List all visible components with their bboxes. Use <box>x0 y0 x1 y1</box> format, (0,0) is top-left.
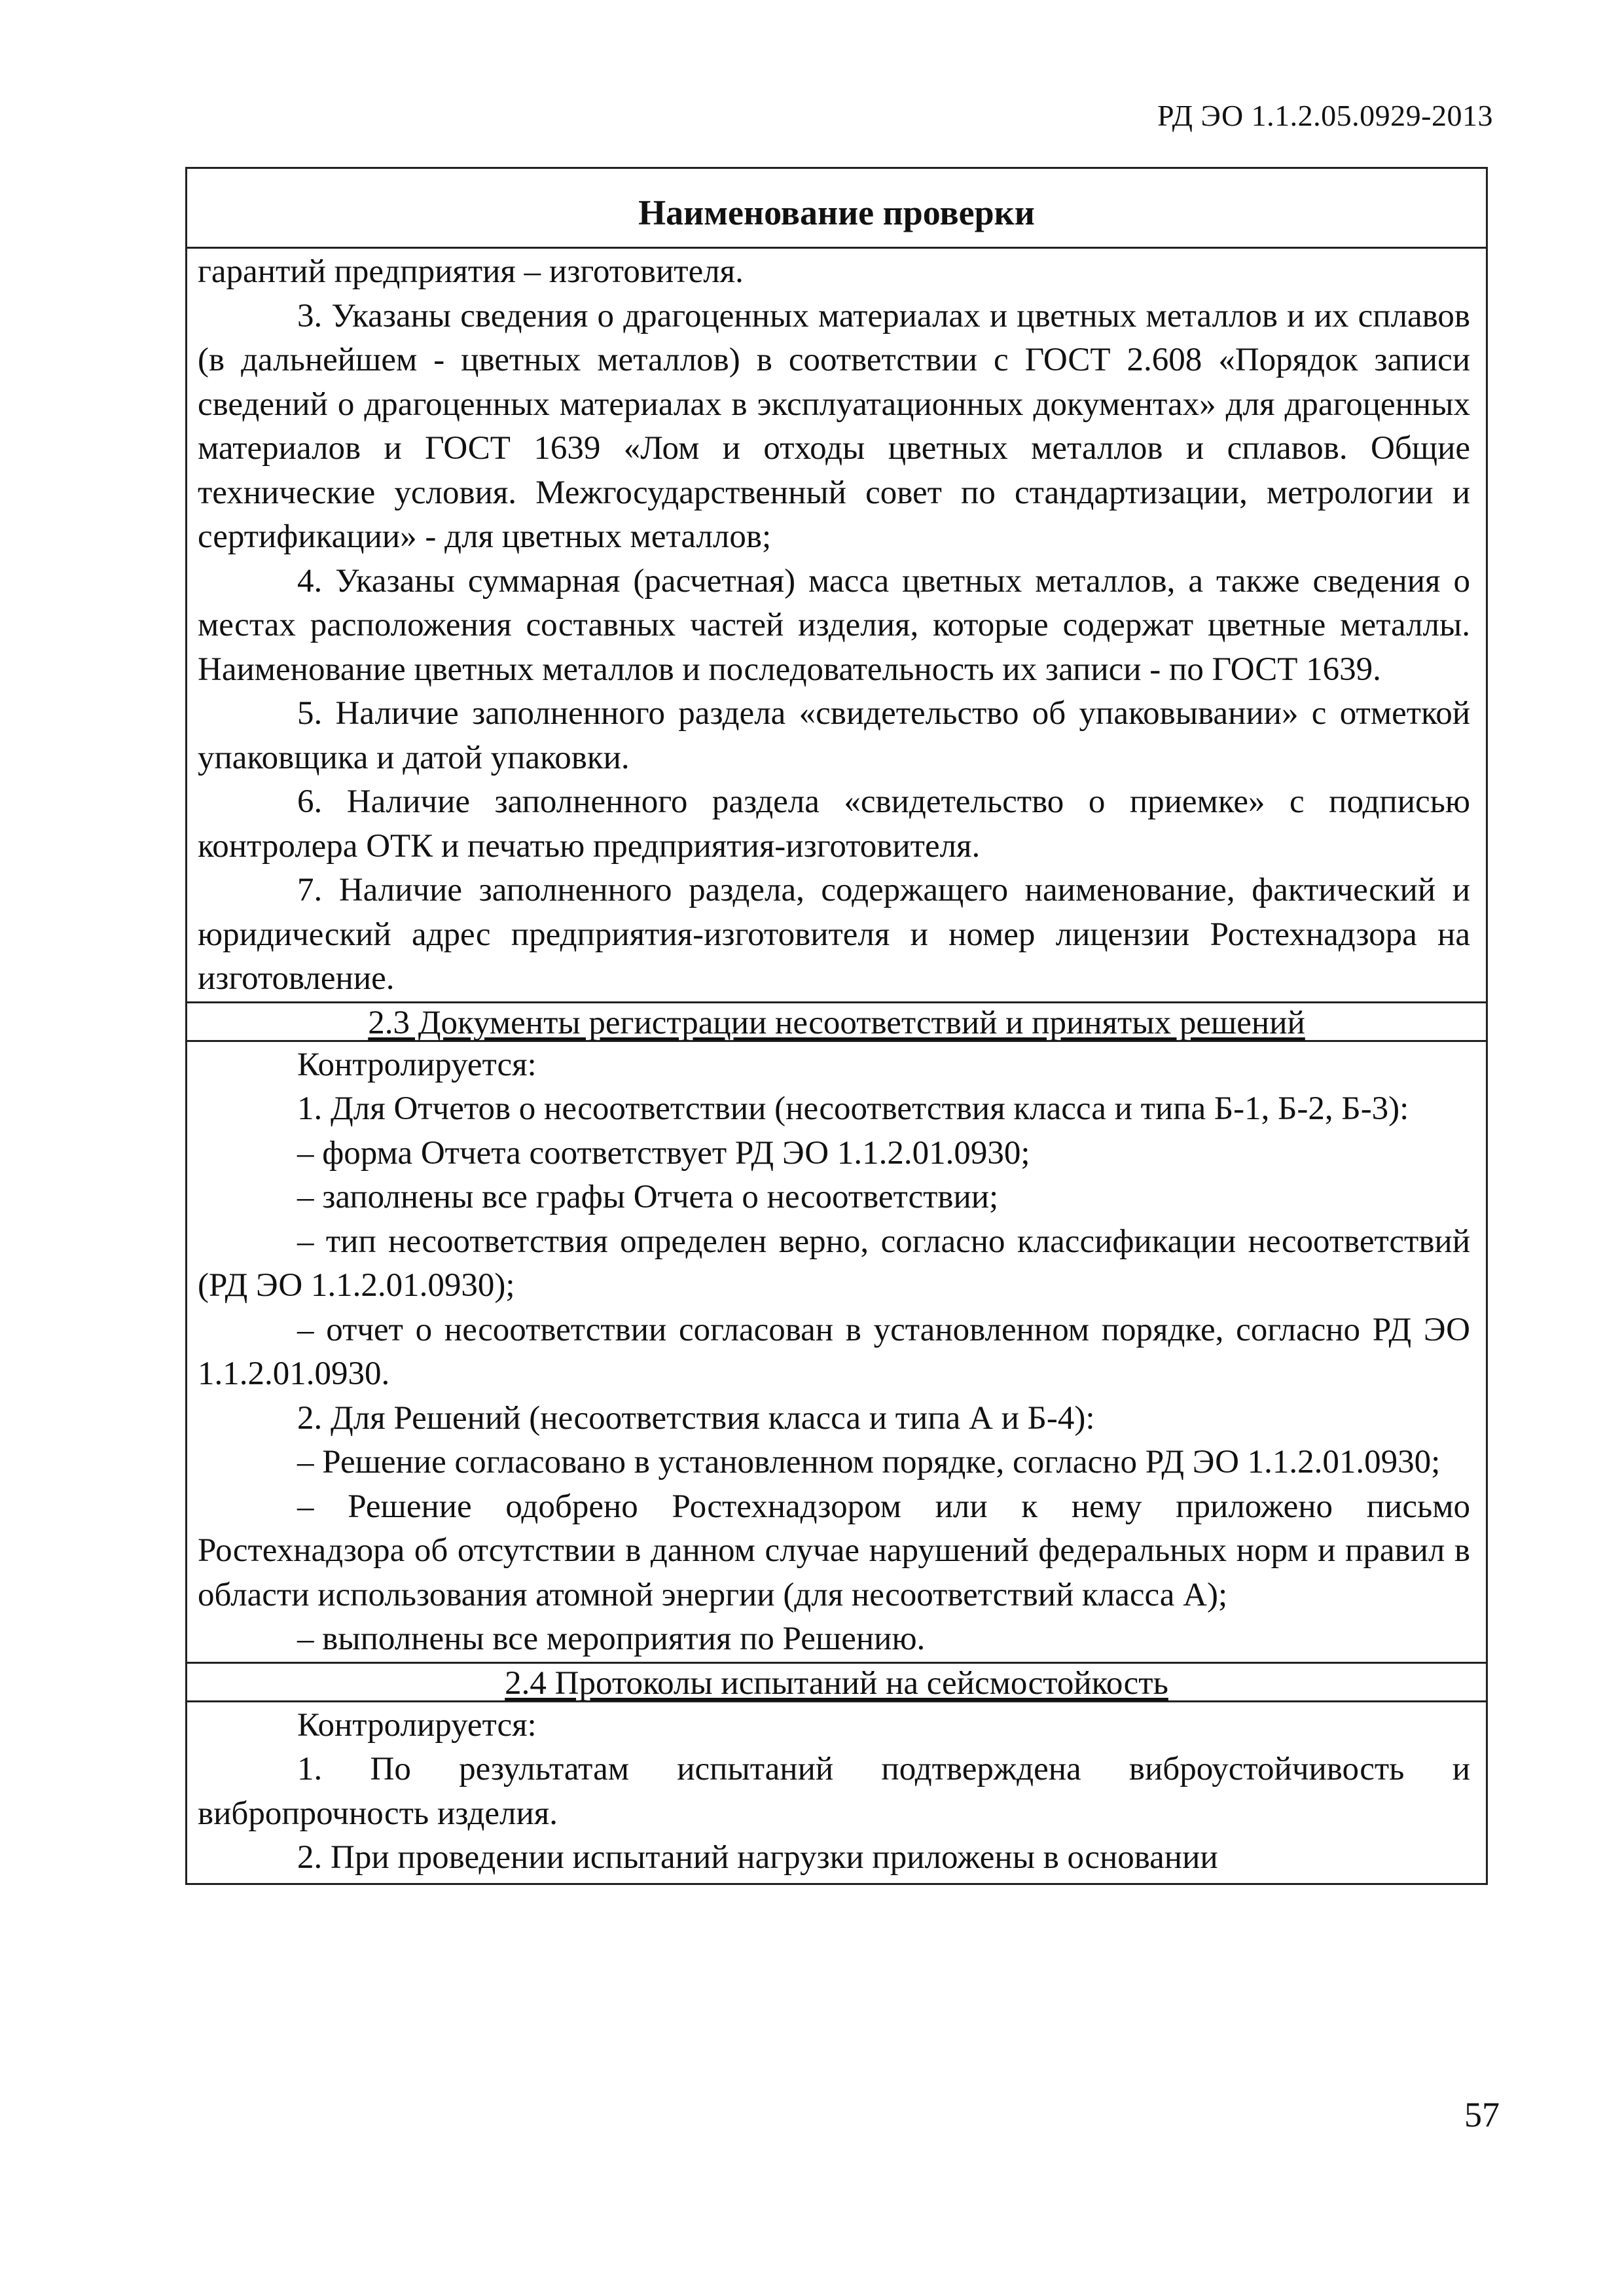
paragraph: 1. Для Отчетов о несоответствии (несоответствия класса и типа Б-1, Б-2, Б-3): <box>297 1090 1409 1127</box>
paragraph: – Решение одобрено Ростехнадзором или к нему приложено письмо Ростехнадзора об отсутствии в данном случае нарушений федеральных норм и правил в области использования атомной энергии (для несоответствий класса А); <box>198 1488 1470 1613</box>
paragraph: 6. Наличие заполненного раздела «свидетельство о приемке» с подписью контролера ОТК и печатью предприятия-изготовителя. <box>198 783 1470 865</box>
paragraph: 4. Указаны суммарная (расчетная) масса цветных металлов, а также сведения о местах расположения составных частей изделия, которые содержат цветные металлы. Наименование цветных металлов и последовательность их записи - по ГОСТ 1639. <box>198 562 1470 688</box>
paragraph: 3. Указаны сведения о драгоценных материалах и цветных металлов и их сплавов (в дальнейшем - цветных металлов) в соответствии с ГОСТ 2.608 «Порядок записи сведений о драгоценных материалах в эксплуатационных документах» для драгоценных материалов и ГОСТ 1639 «Лом и отходы цветных металлов и сплавов. Общие технические условия. Межгосударственный совет по стандартизации, метрологии и сертификации» - для цветных металлов; <box>198 297 1470 555</box>
paragraph: – выполнены все мероприятия по Решению. <box>297 1621 926 1657</box>
inspection-table <box>185 167 1488 1885</box>
paragraph: – Решение согласовано в установленном порядке, согласно РД ЭО 1.1.2.01.0930; <box>297 1444 1441 1480</box>
section-title-2-4 <box>187 1662 1486 1702</box>
table-column-header: Наименование проверки <box>187 169 1486 249</box>
paragraph: 7. Наличие заполненного раздела, содержащего наименование, фактический и юридический адрес предприятия-изготовителя и номер лицензии Ростехнадзора на изготовление. <box>198 872 1470 997</box>
paragraph: 5. Наличие заполненного раздела «свидетельство об упаковывании» с отметкой упаковщика и датой упаковки. <box>198 695 1470 776</box>
table-cell-seismic-block <box>187 1702 1486 1883</box>
paragraph: 2. Для Решений (несоответствия класса и типа А и Б-4): <box>297 1399 1095 1437</box>
paragraph: – заполнены все графы Отчета о несоответствии; <box>297 1179 999 1215</box>
table-cell-precious-metals-block <box>187 249 1486 1001</box>
paragraph: Контролируется: <box>297 1706 537 1744</box>
paragraph: гарантий предприятия – изготовителя. <box>198 253 744 290</box>
table-cell-nonconformity-block <box>187 1042 1486 1662</box>
paragraph: – тип несоответствия определен верно, согласно классификации несоответствий (РД ЭО 1.1.2.01.0930); <box>198 1223 1470 1304</box>
section-title-2-3-text: 2.3 Документы регистрации несоответствий и принятых решений <box>368 1004 1305 1041</box>
section-title-2-4-text: 2.4 Протоколы испытаний на сейсмостойкость <box>505 1664 1168 1702</box>
paragraph: 1. По результатам испытаний подтверждена виброустойчивость и вибропрочность изделия. <box>198 1751 1470 1832</box>
paragraph: Контролируется: <box>297 1046 537 1083</box>
paragraph: – отчет о несоответствии согласован в установленном порядке, согласно РД ЭО 1.1.2.01.0930. <box>198 1311 1470 1392</box>
paragraph: 2. При проведении испытаний нагрузки приложены в основании <box>297 1839 1218 1876</box>
page-number: 57 <box>1464 2095 1500 2134</box>
section-title-2-3 <box>187 1001 1486 1042</box>
document-code: РД ЭО 1.1.2.05.0929-2013 <box>1157 99 1493 132</box>
paragraph: – форма Отчета соответствует РД ЭО 1.1.2.01.0930; <box>297 1134 1030 1172</box>
